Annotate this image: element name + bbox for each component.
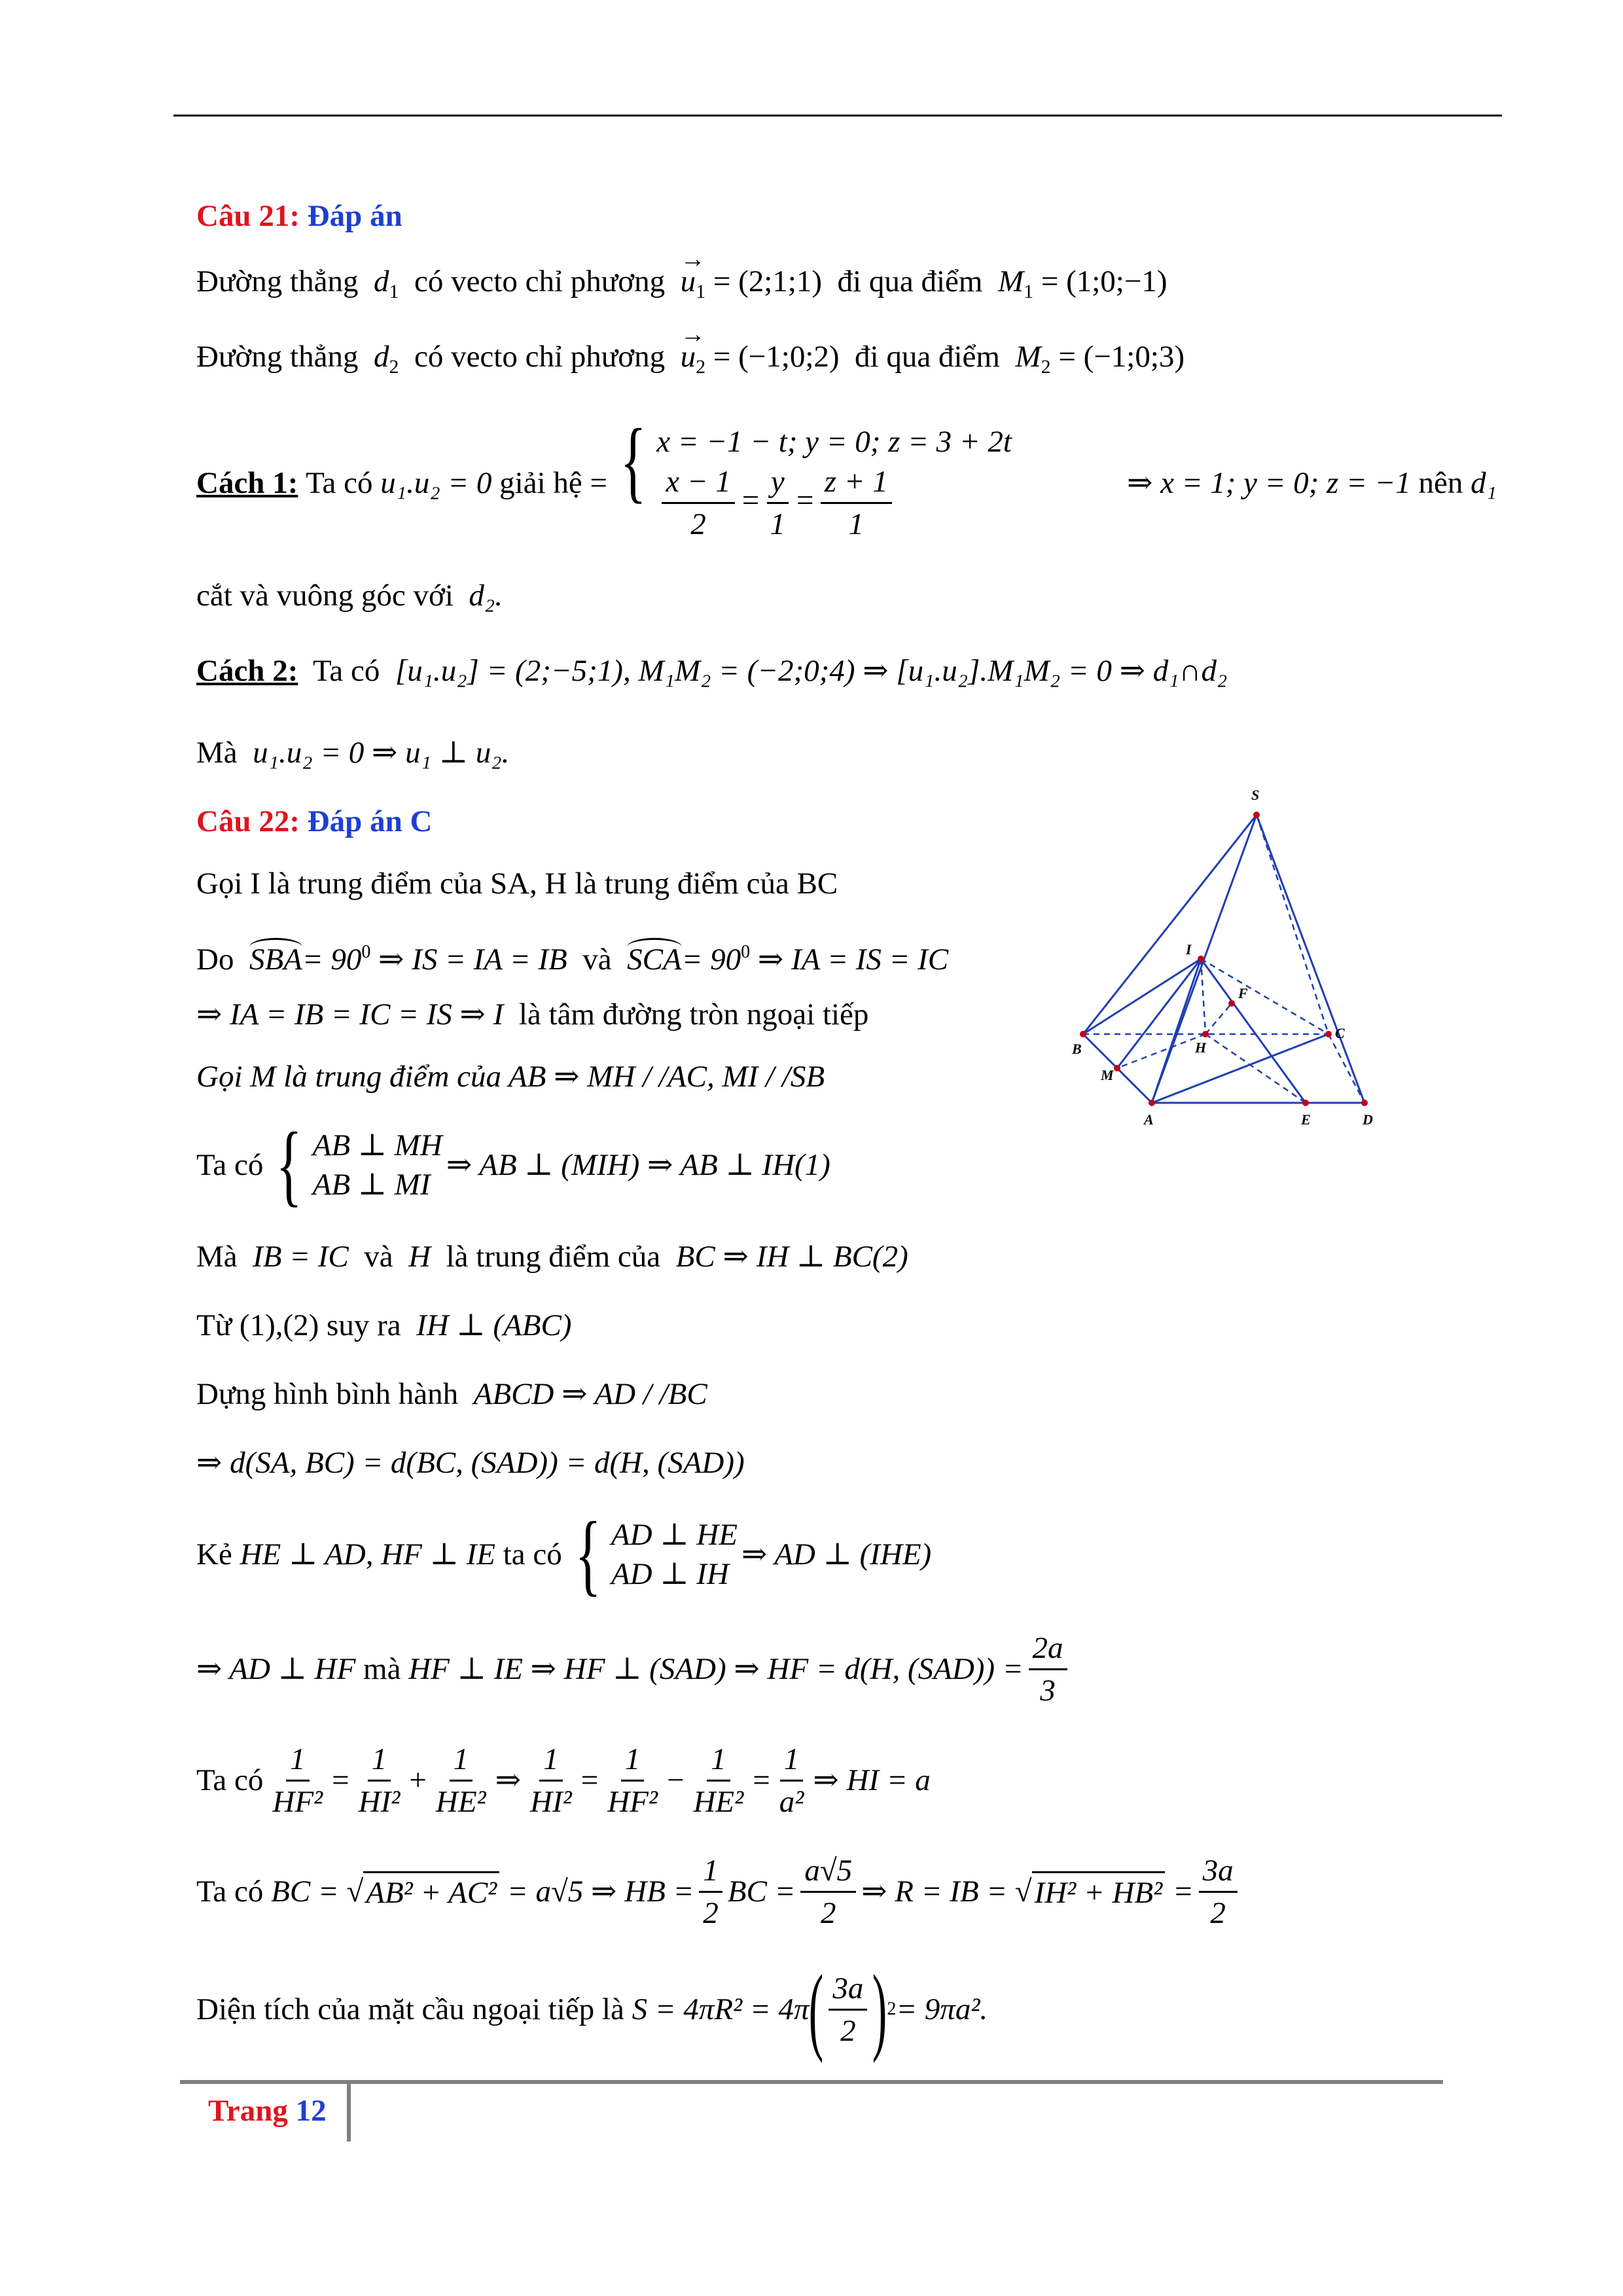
edge-SC [1257, 815, 1329, 1034]
edge-IC [1201, 959, 1329, 1034]
q22-line5: Ta có { AB ⊥ MH AB ⊥ MI ⇒ AB ⊥ (MIH) ⇒ AB ⊥ IH(1) [196, 1114, 830, 1215]
q21-label: Câu 21: [196, 199, 300, 233]
q21-line1: Đường thẳng $d_1$ có vecto chỉ phương → $u_1$ = (2;1;1) đi qua điểm $M_1$ = (1;0;−1) [196, 262, 1168, 312]
edge-HF [1205, 1003, 1232, 1034]
q22-line14: Diện tích của mặt cầu ngoại tiếp là S = 4πR² = 4π ( $\frac{3a}{2}$ ) 2 = 9πa². [196, 1955, 988, 2064]
q22-heading [196, 802, 432, 841]
pyramid-figure [1060, 779, 1400, 1145]
q21-system: { x = −1 − t; y = 0; z = 3 + 2t $\frac{x - 1}{2}$ = $\frac{y}{1}$ = $\frac{z + 1}{1}$ [620, 410, 1012, 541]
footer-divider [347, 2081, 351, 2142]
q22-line8: Dựng hình bình hành ABCD ⇒ AD / /BC [196, 1377, 707, 1411]
label-I: I [1186, 941, 1192, 958]
label-B: B [1072, 1041, 1082, 1057]
edge-SD [1257, 815, 1364, 1103]
edge-IA [1152, 959, 1201, 1103]
q22-line9: ⇒ d(SA, BC) = d(BC, (SAD)) = d(H, (SAD)) [196, 1446, 745, 1480]
edge-IE [1201, 959, 1306, 1103]
header-rule [173, 115, 1502, 117]
label-A: A [1144, 1111, 1154, 1128]
label-D: D [1363, 1111, 1373, 1128]
q21-line2: Đường thẳng $d_2$ có vecto chỉ phương → $u_2$ = (−1;0;2) đi qua điểm $M_2$ = (−1;0;3) [196, 337, 1185, 387]
label-F: F [1238, 985, 1248, 1001]
footer-bar [180, 2080, 1443, 2084]
edge-AC [1152, 1034, 1329, 1103]
page-number: Trang 12 [208, 2094, 327, 2128]
q22-line2: Do $SBA= 90^0$ ⇒ IS = IA = IB và $SCA= 90^0$ ⇒ IA = IS = IC [196, 933, 948, 979]
label-M: M [1101, 1067, 1114, 1083]
q21-heading [196, 196, 402, 236]
q22-label: Câu 22: [196, 804, 300, 838]
q21-conclusion: cắt và vuông góc với d₂. [196, 579, 503, 613]
label-E: E [1301, 1111, 1311, 1128]
label-S: S [1251, 787, 1260, 803]
q21-answer: Đáp án [307, 199, 402, 233]
label-C: C [1335, 1025, 1345, 1041]
q22-line3: ⇒ IA = IB = IC = IS ⇒ I là tâm đường tròn ngoại tiếp [196, 997, 869, 1031]
q22-line6: Mà IB = IC và H là trung điểm của BC ⇒ IH ⊥ BC(2) [196, 1240, 908, 1274]
q22-line12: Ta có $\frac{1}{\text{HF²}}$ = $\frac{1}{\text{HI²}}$ + $\frac{1}{\text{HE²}}$ ⇒ $\frac{1}{\text{HI²}}$ = $\frac{1}{\text{HF²}}$ − $\frac{1}{\text{HE²}}$ = $\frac{1}{\text{a²}}$ ⇒ HI = a [196, 1731, 931, 1829]
edge-IH [1201, 959, 1205, 1034]
label-H: H [1195, 1039, 1207, 1056]
q22-answer: Đáp án C [307, 804, 433, 838]
edge-HE [1205, 1034, 1306, 1103]
q22-line10: Kẻ HE ⊥ AD, HF ⊥ IE ta có { AD ⊥ HE AD ⊥ IH ⇒ AD ⊥ (IHE) [196, 1503, 932, 1605]
q22-line1: Gọi I là trung điểm của SA, H là trung điểm của BC [196, 867, 838, 901]
q21-cach2: Cách 2: Ta có [u₁.u₂] = (2;−5;1), M₁M₂ = (−2;0;4) ⇒ [u₁.u₂].M₁M₂ = 0 ⇒ d₁∩d₂ [196, 654, 1228, 688]
edge-CD [1329, 1034, 1364, 1103]
q22-line7: Từ (1),(2) suy ra IH ⊥ (ABC) [196, 1308, 572, 1342]
edge-IB [1083, 959, 1201, 1034]
q21-cach1: Cách 1: Ta có u₁.u₂ = 0 giải hệ = { x = −1 − t; y = 0; z = 3 + 2t $\frac{x - 1}{2}$ = $\frac{y}{1}$ = $\frac{z + 1}{1}$ ⇒ x = 1; y = 0; z = −1 nên d₁ [196, 411, 1497, 555]
q21-ma: Mà u₁.u₂ = 0 ⇒ u₁ ⊥ u₂. [196, 736, 510, 770]
q22-line4: Gọi M là trung điểm của AB ⇒ MH / /AC, MI / /SB [196, 1060, 825, 1094]
q22-line13: Ta có BC = √ AB² + AC² = a√5 ⇒ HB = $\frac{1}{2}$ BC = $\frac{a√5}{2}$ ⇒ R = IB = √ IH² + HB² = $\frac{3a}{2}$ [196, 1842, 1243, 1941]
q22-line11: ⇒ AD ⊥ HF mà HF ⊥ IE ⇒ HF ⊥ (SAD) ⇒ HF = d(H, (SAD)) = $\frac{2a}{3}$ [196, 1620, 1073, 1718]
